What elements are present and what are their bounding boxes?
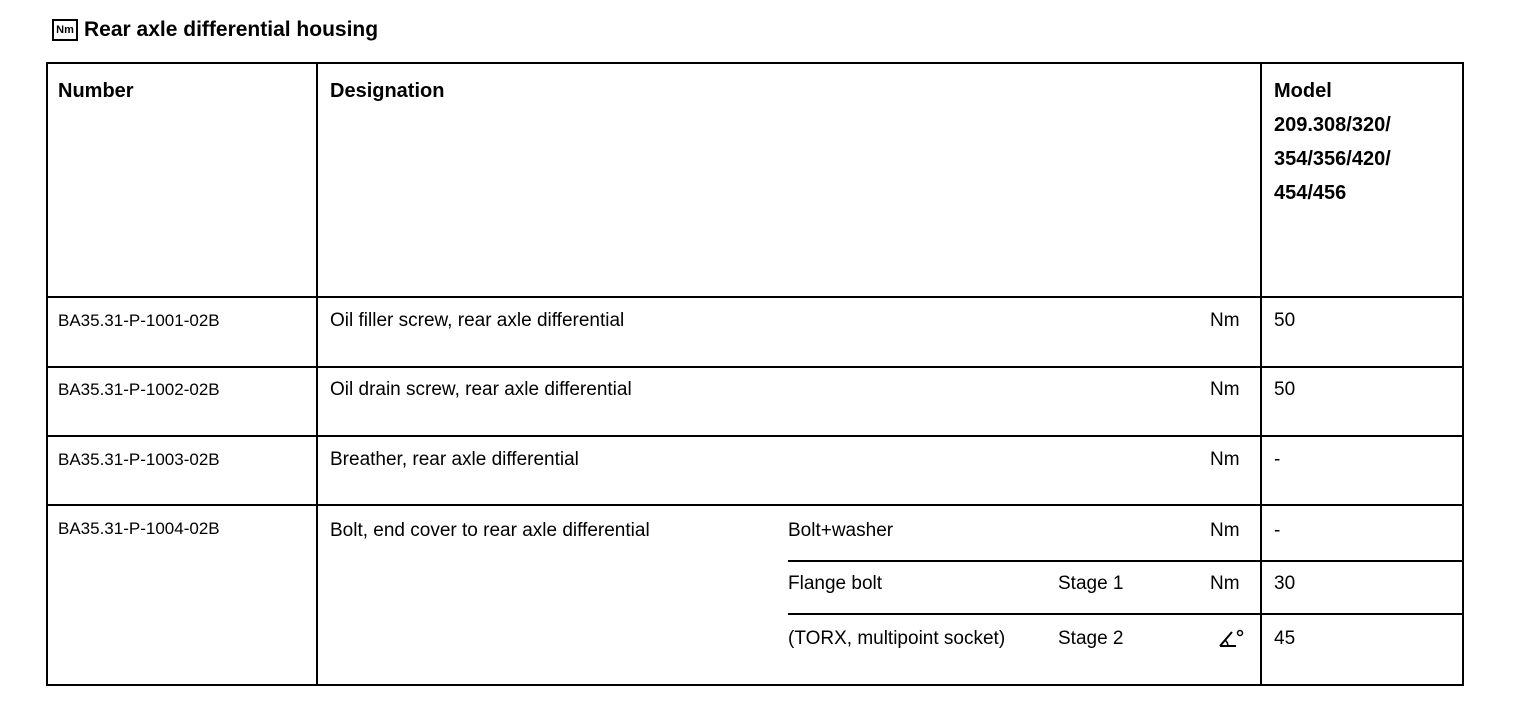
header-model-line1: 209.308/320/	[1274, 114, 1391, 136]
row-divider	[48, 504, 1462, 506]
row-designation: Oil filler screw, rear axle differential	[330, 310, 625, 331]
row-value: -	[1274, 449, 1281, 470]
subrow-divider	[788, 613, 1462, 615]
row-number: BA35.31-P-1002-02B	[58, 380, 220, 399]
row-designation: Bolt, end cover to rear axle differential	[330, 520, 650, 541]
row-designation: Oil drain screw, rear axle differential	[330, 379, 632, 400]
row-value: 50	[1274, 379, 1296, 400]
row-number: BA35.31-P-1001-02B	[58, 311, 220, 330]
header-number: Number	[58, 80, 134, 102]
row-designation: Breather, rear axle differential	[330, 449, 579, 470]
subrow-part: Flange bolt	[788, 573, 883, 594]
torque-table	[46, 62, 1464, 686]
row-unit: Nm	[1210, 449, 1240, 470]
row-divider	[48, 435, 1462, 437]
column-divider	[1260, 64, 1262, 684]
header-model: Model	[1274, 80, 1332, 102]
row-unit: Nm	[1210, 379, 1240, 400]
row-divider	[48, 366, 1462, 368]
subrow-stage: Stage 1	[1058, 573, 1124, 594]
torque-nm-icon: Nm	[52, 19, 78, 41]
column-divider	[316, 64, 318, 684]
subrow-unit: Nm	[1210, 573, 1240, 594]
angle-degree-icon	[1218, 628, 1244, 662]
header-designation: Designation	[330, 80, 445, 102]
subrow-stage: Stage 2	[1058, 628, 1124, 649]
subrow-unit: Nm	[1210, 520, 1240, 541]
subrow-divider	[788, 560, 1462, 562]
subrow-value: 45	[1274, 628, 1296, 649]
row-number: BA35.31-P-1003-02B	[58, 450, 220, 469]
subrow-part: Bolt+washer	[788, 520, 894, 541]
page-title	[52, 18, 378, 42]
row-number: BA35.31-P-1004-02B	[58, 519, 220, 538]
header-model-line3: 454/456	[1274, 182, 1347, 204]
title-text: Rear axle differential housing	[84, 18, 379, 41]
row-value: 50	[1274, 310, 1296, 331]
row-divider	[48, 296, 1462, 298]
subrow-value: 30	[1274, 573, 1296, 594]
subrow-value: -	[1274, 520, 1281, 541]
header-model-line2: 354/356/420/	[1274, 148, 1391, 170]
row-unit: Nm	[1210, 310, 1240, 331]
subrow-part: (TORX, multipoint socket)	[788, 628, 1006, 649]
